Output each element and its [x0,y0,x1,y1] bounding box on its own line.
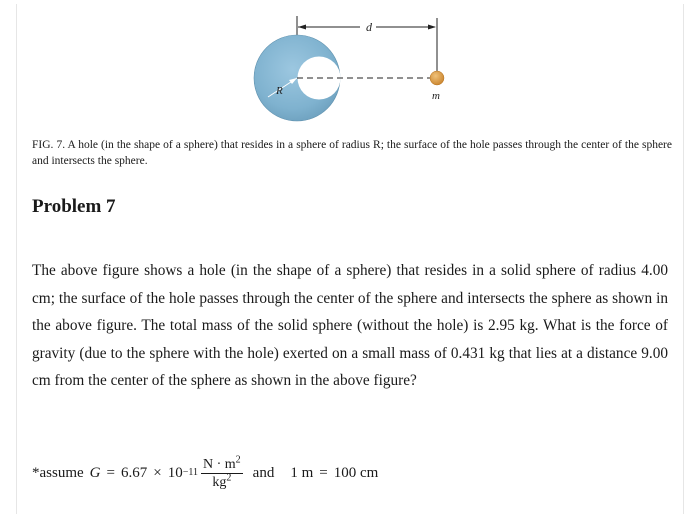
caption-text: A hole (in the shape of a sphere) that resides in a sphere of radius R; the surface of the hole passes through the center of the sphere and intersects the sphere. [32,139,672,167]
small-mass [430,71,444,85]
power-base: 10 [167,464,183,481]
g-symbol: G [89,464,101,481]
unit-denominator-text: kg [212,474,227,490]
problem-heading: Problem 7 [32,196,116,217]
assumption-line: *assume G = 6.67 × 10 −11 $\frac{N \cdot m^2}{kg^2}$ and 1 m = 100 cm [32,453,379,490]
problem-statement: The above figure shows a hole (in the shape of a sphere) that resides in a solid sphere of radius 4.00 cm; the surface of the hole passes through the center of the sphere and intersects the sphere as shown in the above figure. The total mass of the solid sphere (without the hole) is 2.95 kg. What is the force of gravity (due to the sphere with the hole) exerted on a small mass of 0.431 kg that lies at a distance 9.00 cm from the center of the sphere as shown in the above figure? [32,262,668,390]
conversion-equals: = [319,464,328,481]
unit-denominator-power: 2 [226,471,232,483]
unit-fraction [201,453,243,491]
conversion-right: 100 cm [333,464,379,481]
g-mantissa: 6.67 [120,464,148,481]
dimension-arrow-left [298,25,306,30]
conversion-left: 1 m [290,464,314,481]
unit-denominator [210,471,233,491]
label-d: d [366,20,372,34]
dimension-arrow-right [428,25,436,30]
figure-caption [32,137,672,169]
label-m: m [432,90,440,102]
conjunction: and [252,464,275,481]
figure-svg [0,0,700,130]
label-R: R [276,85,283,97]
times-sign: × [153,464,162,481]
g-equals: = [106,464,115,481]
caption-prefix: FIG. 7. [32,139,66,151]
unit-numerator [201,453,243,474]
unit-numerator-power: 2 [235,453,241,465]
assume-prefix: *assume [32,464,84,481]
unit-numerator-text: N · m [202,456,236,472]
figure-sphere-with-hole [0,0,700,130]
